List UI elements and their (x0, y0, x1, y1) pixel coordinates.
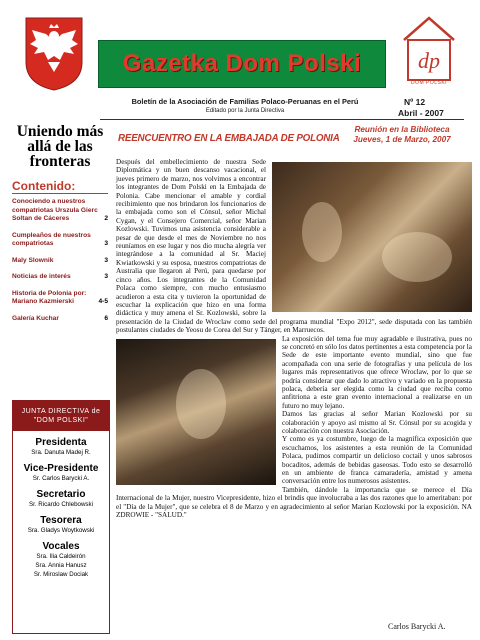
toc-item[interactable]: Maly Slownik 3 (12, 256, 108, 264)
board-role: Vice-Presidente (23, 463, 99, 474)
issue-date: Abril - 2007 (398, 108, 444, 118)
toc-item[interactable]: Historia de Polonia por: Mariano Kazmierski 4-5 (12, 289, 108, 305)
masthead-title: Gazetka Dom Polski (122, 50, 362, 77)
meeting-date: Jueves, 1 de Marzo, 2007 (353, 135, 451, 144)
article-paragraph: Después del embellecimiento de nuestra Sede Diplomática y un buen descanso vacacional, el jueves primero de marzo, nos volvimos a encontrar los integrantes de Dom Polski en la Embajada de Polonia. Cabe mencionar el amable y cordial recibimiento que nos brindaron los funcionarios de la embajada como son el Cónsul, señor Michal Cygan, y el Consejero Comercial, señor Marian Kozlowski. Tuvimos una asistencia considerable a pesar de que desde el mes de Noviembre no nos reuníamos en ese lugar y nos dio mucha alegría ver integrándose a la comunidad al Sr. Maciej Kwiatkowski y su esposa, nuestros compatriotas de Australia que llegaron al Perú, para quedarse por cinco años. Los integrantes de la Comunidad Polaca como siempre, con mucho entusiasmo acudieron a esta cita y tuvieron la oportunidad de escuchar la explicación que hizo en una forma didáctica y muy amena el Sr. Kozlowski, sobre la presentación de la Ciudad de Wroclaw como sede del programa mundial "Expo 2012", sede disputada con las también postulantes ciudades de Yeosu de Corea del Sur y Tánger, en Marruecos. (116, 158, 472, 335)
sidebar-heading: Uniendo más allá de las fronteras (16, 123, 104, 170)
toast-closing: NA ZDROWIE - "SALUD." (116, 502, 472, 520)
logo-caption: DOM POLSKI (410, 80, 448, 86)
board-member-name: Sr. Miroslaw Dociak (33, 571, 89, 578)
board-title: JUNTA DIRECTIVA de "DOM POLSKI" (13, 401, 109, 431)
toc-item[interactable]: Cumpleaños de nuestros compatriotas 3 (12, 231, 108, 247)
logo-initials: dp (418, 48, 440, 73)
board-member-name: Sr. Ricardo Chlebowski (29, 501, 93, 508)
board-role: Tesorera (40, 515, 82, 526)
toc-item[interactable]: Conociendo a nuestros compatriotas Urszula Gierc Soltan de Cáceres 2 (12, 198, 108, 222)
board-of-directors (12, 400, 110, 634)
article-paragraph: Damos las gracias al señor Marian Kozlowski por su colaboración y apoyo así mismo al Sr. Cónsul por su acogida y colaboración con nuestra Asociación. (282, 410, 472, 435)
masthead-subtitle: Boletín de la Asociación de Familias Polaco-Peruanas en el Perú (131, 97, 359, 106)
dom-polski-logo-icon (398, 14, 460, 88)
board-member-name: Sra. Ilia Caldeirón (36, 553, 86, 560)
reception-photo (116, 339, 276, 485)
embassy-presentation-photo (272, 162, 472, 312)
board-role: Presidenta (35, 437, 87, 448)
board-member-name: Sra. Annia Hanusz (35, 562, 87, 569)
table-of-contents (12, 198, 108, 323)
header-rule (100, 119, 464, 120)
board-role: Vocales (42, 541, 80, 552)
sidebar (12, 124, 108, 331)
toc-item[interactable]: Galería Kuchar 6 (12, 314, 108, 322)
masthead-banner (98, 40, 386, 88)
toc-item[interactable]: Noticias de interés 3 (12, 273, 108, 280)
article-title: REENCUENTRO EN LA EMBAJADA DE POLONIA (118, 133, 340, 144)
board-member-name: Sra. Danuta Madej R. (31, 449, 91, 456)
meeting-info (334, 125, 470, 145)
board-member-name: Sr. Carlos Barycki A. (32, 475, 90, 482)
meeting-place: Reunión en la Biblioteca (354, 125, 450, 134)
issue-number: Nº 12 (404, 97, 426, 107)
article-signature: Carlos Barycki A. (388, 622, 446, 631)
masthead-editor: Editado por la Junta Directiva (205, 108, 285, 114)
article-paragraph: La exposición del tema fue muy agradable e ilustrativa, pues no se concretó en sólo los datos pertinentes a esta competencia por la Sede de este importante evento mundial, sino que fue acompañada con una serie de fotografías y una película de los lugares más representativos que ofrece Wroclaw, por lo que se podría considerar que dado lo atractivo y variado en la propuesta polaca, debería ser elegida como la ciudad que reciba como anfitriona a este gran evento internacional a realizarse en un futuro no muy lejano. (282, 334, 472, 410)
board-member-name: Sra. Gladys Woytkowski (27, 527, 95, 534)
polish-eagle-emblem-icon (22, 14, 86, 92)
article-body (116, 158, 472, 519)
board-role: Secretario (36, 489, 86, 500)
contents-title: Contenido: (12, 179, 108, 194)
article-paragraph: Y como es ya costumbre, luego de la magnífica exposición que escuchamos, los asistentes a esta reunión de la Comunidad Polaca, pudimos compartir un delicioso coctail y unos sabrosos bocaditos, además de bebidas gaseosas. Todo esto se desarrolló en un ambiente de franca camaradería, amistad y amena conversación entre los numerosos asistentes. (282, 435, 472, 486)
article-paragraph: También, dándole la importancia que se merece el Día Internacional de la Mujer, nuestro Vicepresidente, hizo el brindis que involucraba a las dos razones que lo ameritaban: por el "Día de la Mujer", que se celebra el 8 de Marzo y en agradecimiento al señor Marian Kozlowski por la exposición. NA ZDROWIE - "SALUD." (116, 485, 472, 520)
